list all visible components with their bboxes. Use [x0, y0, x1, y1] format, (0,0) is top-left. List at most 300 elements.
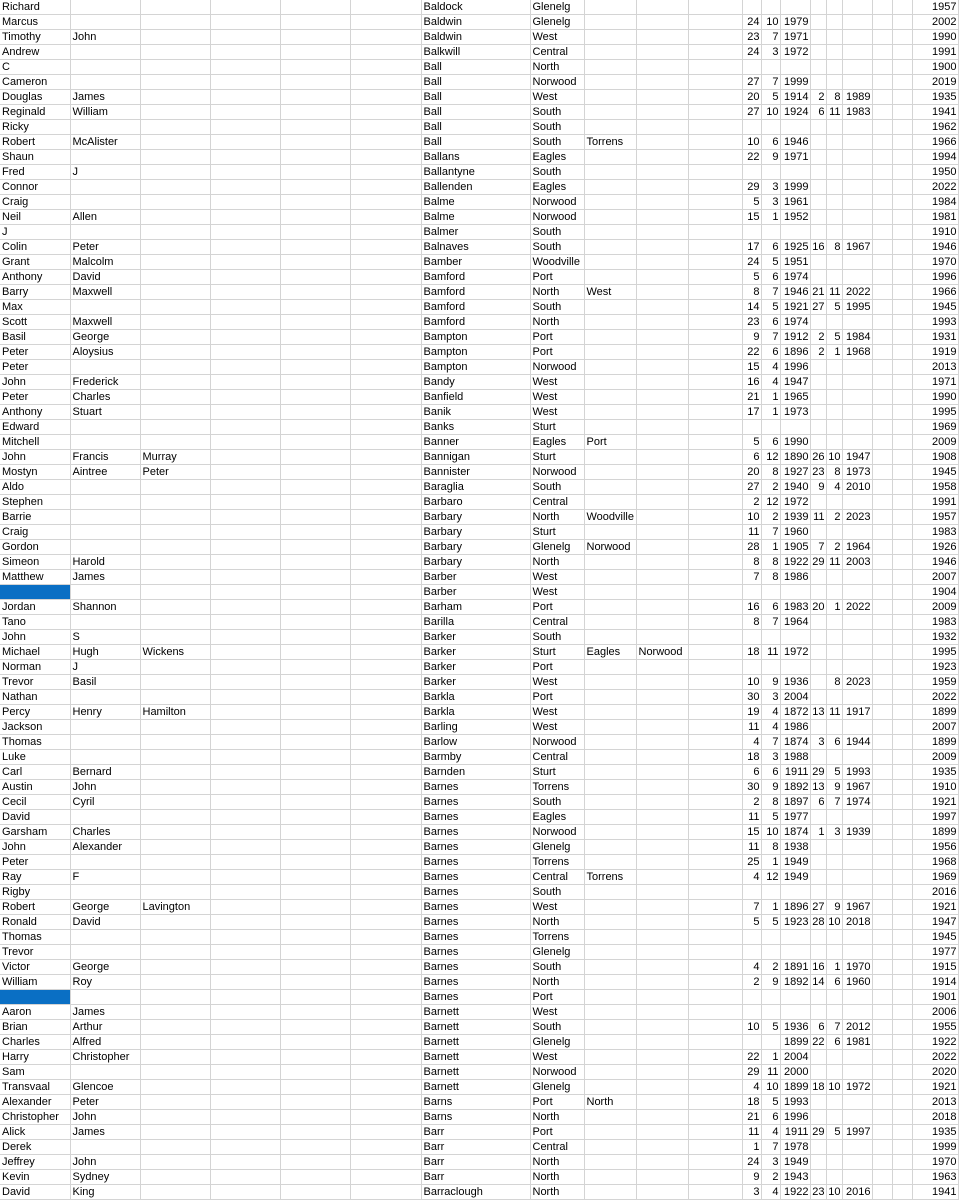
- cell-col-f[interactable]: [350, 960, 421, 975]
- cell-debut-year[interactable]: 2016: [912, 885, 958, 900]
- cell-club-3[interactable]: [636, 780, 688, 795]
- cell-club-3[interactable]: [636, 210, 688, 225]
- cell-death-day[interactable]: [810, 1170, 826, 1185]
- cell-club[interactable]: North: [530, 285, 584, 300]
- cell-third-name[interactable]: [140, 315, 210, 330]
- cell-birth-month[interactable]: 3: [761, 690, 780, 705]
- cell-club-2[interactable]: [584, 765, 636, 780]
- cell-debut-year[interactable]: 1935: [912, 1125, 958, 1140]
- cell-col-f[interactable]: [350, 45, 421, 60]
- cell-club[interactable]: West: [530, 720, 584, 735]
- cell-birth-year[interactable]: 1905: [780, 540, 810, 555]
- cell-col-e[interactable]: [280, 450, 350, 465]
- cell-col-s[interactable]: [892, 930, 912, 945]
- cell-first-name[interactable]: [0, 585, 70, 600]
- cell-second-name[interactable]: S: [70, 630, 140, 645]
- cell-col-k[interactable]: [688, 135, 742, 150]
- cell-col-f[interactable]: [350, 315, 421, 330]
- cell-col-r[interactable]: [872, 120, 892, 135]
- cell-club-3[interactable]: [636, 195, 688, 210]
- cell-surname[interactable]: Barns: [421, 1110, 530, 1125]
- cell-col-d[interactable]: [210, 270, 280, 285]
- cell-surname[interactable]: Barnes: [421, 960, 530, 975]
- cell-birth-year[interactable]: 1951: [780, 255, 810, 270]
- cell-death-day[interactable]: [810, 210, 826, 225]
- cell-first-name[interactable]: J: [0, 225, 70, 240]
- cell-col-r[interactable]: [872, 900, 892, 915]
- cell-birth-day[interactable]: 29: [742, 1065, 761, 1080]
- cell-second-name[interactable]: [70, 810, 140, 825]
- cell-birth-year[interactable]: 1939: [780, 510, 810, 525]
- cell-birth-year[interactable]: 1891: [780, 960, 810, 975]
- cell-col-f[interactable]: [350, 765, 421, 780]
- cell-club[interactable]: Glenelg: [530, 540, 584, 555]
- cell-club[interactable]: Eagles: [530, 150, 584, 165]
- cell-third-name[interactable]: [140, 525, 210, 540]
- cell-col-k[interactable]: [688, 1035, 742, 1050]
- cell-club-2[interactable]: [584, 780, 636, 795]
- cell-col-r[interactable]: [872, 1170, 892, 1185]
- cell-col-e[interactable]: [280, 90, 350, 105]
- cell-surname[interactable]: Baldwin: [421, 30, 530, 45]
- cell-surname[interactable]: Barr: [421, 1155, 530, 1170]
- cell-col-s[interactable]: [892, 600, 912, 615]
- cell-col-d[interactable]: [210, 1095, 280, 1110]
- cell-second-name[interactable]: [70, 585, 140, 600]
- cell-birth-month[interactable]: 4: [761, 720, 780, 735]
- cell-col-s[interactable]: [892, 375, 912, 390]
- cell-club-3[interactable]: [636, 990, 688, 1005]
- cell-debut-year[interactable]: 1963: [912, 1170, 958, 1185]
- cell-col-e[interactable]: [280, 30, 350, 45]
- cell-birth-year[interactable]: 1974: [780, 270, 810, 285]
- cell-death-year[interactable]: [842, 180, 872, 195]
- cell-col-e[interactable]: [280, 420, 350, 435]
- cell-col-d[interactable]: [210, 495, 280, 510]
- cell-club-3[interactable]: [636, 510, 688, 525]
- cell-col-k[interactable]: [688, 510, 742, 525]
- cell-death-month[interactable]: [826, 720, 842, 735]
- cell-death-month[interactable]: [826, 150, 842, 165]
- cell-second-name[interactable]: [70, 1140, 140, 1155]
- cell-club[interactable]: South: [530, 480, 584, 495]
- cell-birth-day[interactable]: 14: [742, 300, 761, 315]
- cell-col-f[interactable]: [350, 555, 421, 570]
- cell-club-2[interactable]: [584, 705, 636, 720]
- cell-club-2[interactable]: [584, 90, 636, 105]
- cell-third-name[interactable]: [140, 720, 210, 735]
- cell-col-r[interactable]: [872, 810, 892, 825]
- cell-col-r[interactable]: [872, 510, 892, 525]
- cell-club[interactable]: Norwood: [530, 360, 584, 375]
- cell-col-r[interactable]: [872, 765, 892, 780]
- cell-surname[interactable]: Barnes: [421, 810, 530, 825]
- cell-club-2[interactable]: [584, 855, 636, 870]
- cell-second-name[interactable]: [70, 510, 140, 525]
- cell-second-name[interactable]: [70, 150, 140, 165]
- cell-third-name[interactable]: [140, 0, 210, 15]
- cell-col-f[interactable]: [350, 195, 421, 210]
- cell-third-name[interactable]: [140, 435, 210, 450]
- cell-birth-year[interactable]: 1940: [780, 480, 810, 495]
- cell-club-2[interactable]: Torrens: [584, 135, 636, 150]
- cell-club-2[interactable]: [584, 570, 636, 585]
- cell-death-month[interactable]: 8: [826, 90, 842, 105]
- cell-second-name[interactable]: [70, 990, 140, 1005]
- cell-col-s[interactable]: [892, 195, 912, 210]
- cell-col-r[interactable]: [872, 255, 892, 270]
- cell-club-3[interactable]: [636, 750, 688, 765]
- cell-col-r[interactable]: [872, 990, 892, 1005]
- cell-third-name[interactable]: [140, 1170, 210, 1185]
- cell-debut-year[interactable]: 1991: [912, 45, 958, 60]
- cell-club[interactable]: Glenelg: [530, 0, 584, 15]
- cell-surname[interactable]: Barber: [421, 570, 530, 585]
- cell-club[interactable]: West: [530, 585, 584, 600]
- cell-birth-year[interactable]: 1897: [780, 795, 810, 810]
- cell-col-f[interactable]: [350, 210, 421, 225]
- cell-third-name[interactable]: Hamilton: [140, 705, 210, 720]
- cell-club-2[interactable]: [584, 450, 636, 465]
- cell-col-d[interactable]: [210, 255, 280, 270]
- cell-club[interactable]: West: [530, 705, 584, 720]
- cell-birth-month[interactable]: 8: [761, 570, 780, 585]
- cell-col-f[interactable]: [350, 75, 421, 90]
- cell-birth-year[interactable]: 1922: [780, 1185, 810, 1200]
- cell-second-name[interactable]: [70, 60, 140, 75]
- cell-col-s[interactable]: [892, 345, 912, 360]
- cell-death-day[interactable]: [810, 720, 826, 735]
- cell-death-day[interactable]: [810, 885, 826, 900]
- cell-surname[interactable]: Barraclough: [421, 1185, 530, 1200]
- cell-club[interactable]: Central: [530, 45, 584, 60]
- cell-birth-year[interactable]: 1892: [780, 975, 810, 990]
- cell-debut-year[interactable]: 1926: [912, 540, 958, 555]
- cell-second-name[interactable]: Frederick: [70, 375, 140, 390]
- cell-birth-month[interactable]: [761, 885, 780, 900]
- cell-col-d[interactable]: [210, 765, 280, 780]
- cell-birth-year[interactable]: 1896: [780, 900, 810, 915]
- cell-debut-year[interactable]: 2019: [912, 75, 958, 90]
- cell-death-month[interactable]: 9: [826, 780, 842, 795]
- cell-col-s[interactable]: [892, 420, 912, 435]
- cell-col-s[interactable]: [892, 90, 912, 105]
- cell-col-f[interactable]: [350, 1020, 421, 1035]
- cell-col-e[interactable]: [280, 0, 350, 15]
- cell-col-e[interactable]: [280, 585, 350, 600]
- cell-col-s[interactable]: [892, 1065, 912, 1080]
- cell-col-f[interactable]: [350, 915, 421, 930]
- cell-col-s[interactable]: [892, 135, 912, 150]
- cell-col-s[interactable]: [892, 300, 912, 315]
- cell-col-f[interactable]: [350, 255, 421, 270]
- cell-death-day[interactable]: 7: [810, 540, 826, 555]
- cell-col-s[interactable]: [892, 495, 912, 510]
- cell-death-year[interactable]: 2016: [842, 1185, 872, 1200]
- cell-birth-month[interactable]: 5: [761, 915, 780, 930]
- cell-third-name[interactable]: [140, 15, 210, 30]
- cell-third-name[interactable]: [140, 210, 210, 225]
- cell-club-2[interactable]: [584, 1080, 636, 1095]
- cell-club-3[interactable]: [636, 45, 688, 60]
- cell-col-s[interactable]: [892, 15, 912, 30]
- cell-surname[interactable]: Barber: [421, 585, 530, 600]
- cell-club-3[interactable]: [636, 150, 688, 165]
- cell-birth-month[interactable]: 5: [761, 1095, 780, 1110]
- cell-death-month[interactable]: [826, 0, 842, 15]
- cell-surname[interactable]: Barham: [421, 600, 530, 615]
- cell-col-f[interactable]: [350, 630, 421, 645]
- cell-death-day[interactable]: 23: [810, 1185, 826, 1200]
- cell-surname[interactable]: Barnes: [421, 915, 530, 930]
- cell-col-d[interactable]: [210, 510, 280, 525]
- cell-club-3[interactable]: [636, 360, 688, 375]
- cell-first-name[interactable]: David: [0, 1185, 70, 1200]
- cell-club-2[interactable]: [584, 1110, 636, 1125]
- cell-col-f[interactable]: [350, 720, 421, 735]
- cell-birth-day[interactable]: 23: [742, 30, 761, 45]
- cell-birth-year[interactable]: [780, 630, 810, 645]
- cell-first-name[interactable]: Neil: [0, 210, 70, 225]
- cell-debut-year[interactable]: 2020: [912, 1065, 958, 1080]
- cell-col-r[interactable]: [872, 480, 892, 495]
- cell-birth-day[interactable]: 30: [742, 690, 761, 705]
- cell-debut-year[interactable]: 1915: [912, 960, 958, 975]
- cell-birth-month[interactable]: 6: [761, 435, 780, 450]
- cell-col-k[interactable]: [688, 330, 742, 345]
- cell-surname[interactable]: Barbary: [421, 555, 530, 570]
- cell-col-f[interactable]: [350, 0, 421, 15]
- cell-death-day[interactable]: [810, 840, 826, 855]
- cell-col-f[interactable]: [350, 480, 421, 495]
- cell-first-name[interactable]: Marcus: [0, 15, 70, 30]
- cell-second-name[interactable]: Stuart: [70, 405, 140, 420]
- cell-debut-year[interactable]: 1957: [912, 0, 958, 15]
- cell-club-2[interactable]: Eagles: [584, 645, 636, 660]
- cell-death-month[interactable]: [826, 60, 842, 75]
- cell-third-name[interactable]: [140, 135, 210, 150]
- cell-col-k[interactable]: [688, 780, 742, 795]
- cell-death-day[interactable]: [810, 750, 826, 765]
- cell-surname[interactable]: Balme: [421, 195, 530, 210]
- cell-death-month[interactable]: 6: [826, 735, 842, 750]
- cell-col-k[interactable]: [688, 840, 742, 855]
- cell-club[interactable]: Norwood: [530, 1065, 584, 1080]
- cell-death-day[interactable]: [810, 630, 826, 645]
- cell-debut-year[interactable]: 2009: [912, 750, 958, 765]
- cell-death-year[interactable]: [842, 1140, 872, 1155]
- cell-col-e[interactable]: [280, 720, 350, 735]
- cell-club-3[interactable]: [636, 90, 688, 105]
- cell-third-name[interactable]: [140, 810, 210, 825]
- cell-col-r[interactable]: [872, 165, 892, 180]
- cell-surname[interactable]: Balnaves: [421, 240, 530, 255]
- cell-surname[interactable]: Barnett: [421, 1035, 530, 1050]
- cell-club[interactable]: Eagles: [530, 810, 584, 825]
- cell-birth-day[interactable]: [742, 1005, 761, 1020]
- cell-club[interactable]: South: [530, 240, 584, 255]
- cell-third-name[interactable]: [140, 495, 210, 510]
- cell-first-name[interactable]: Grant: [0, 255, 70, 270]
- cell-death-day[interactable]: [810, 45, 826, 60]
- cell-birth-month[interactable]: 3: [761, 195, 780, 210]
- cell-club[interactable]: North: [530, 1155, 584, 1170]
- cell-col-k[interactable]: [688, 885, 742, 900]
- cell-birth-month[interactable]: 9: [761, 975, 780, 990]
- cell-first-name[interactable]: Barry: [0, 285, 70, 300]
- cell-birth-year[interactable]: 1988: [780, 750, 810, 765]
- cell-col-k[interactable]: [688, 75, 742, 90]
- cell-second-name[interactable]: William: [70, 105, 140, 120]
- cell-col-s[interactable]: [892, 885, 912, 900]
- cell-col-f[interactable]: [350, 510, 421, 525]
- cell-first-name[interactable]: Transvaal: [0, 1080, 70, 1095]
- cell-second-name[interactable]: Cyril: [70, 795, 140, 810]
- cell-death-year[interactable]: [842, 750, 872, 765]
- cell-third-name[interactable]: [140, 780, 210, 795]
- cell-col-f[interactable]: [350, 540, 421, 555]
- cell-col-r[interactable]: [872, 405, 892, 420]
- cell-death-month[interactable]: [826, 375, 842, 390]
- cell-death-month[interactable]: [826, 1110, 842, 1125]
- cell-col-d[interactable]: [210, 975, 280, 990]
- cell-death-year[interactable]: 2022: [842, 285, 872, 300]
- cell-birth-month[interactable]: 6: [761, 1110, 780, 1125]
- cell-birth-year[interactable]: [780, 60, 810, 75]
- cell-first-name[interactable]: Peter: [0, 345, 70, 360]
- cell-second-name[interactable]: Glencoe: [70, 1080, 140, 1095]
- cell-col-k[interactable]: [688, 600, 742, 615]
- cell-death-year[interactable]: 2023: [842, 510, 872, 525]
- cell-col-d[interactable]: [210, 585, 280, 600]
- cell-birth-month[interactable]: 8: [761, 465, 780, 480]
- cell-death-day[interactable]: [810, 180, 826, 195]
- cell-club-3[interactable]: [636, 165, 688, 180]
- cell-col-f[interactable]: [350, 135, 421, 150]
- cell-col-r[interactable]: [872, 825, 892, 840]
- cell-col-f[interactable]: [350, 1065, 421, 1080]
- cell-death-day[interactable]: 29: [810, 555, 826, 570]
- cell-col-f[interactable]: [350, 615, 421, 630]
- cell-col-f[interactable]: [350, 420, 421, 435]
- cell-death-year[interactable]: 1939: [842, 825, 872, 840]
- cell-col-e[interactable]: [280, 1035, 350, 1050]
- cell-club[interactable]: Glenelg: [530, 1035, 584, 1050]
- cell-col-d[interactable]: [210, 840, 280, 855]
- cell-col-d[interactable]: [210, 690, 280, 705]
- cell-club-2[interactable]: [584, 795, 636, 810]
- cell-club[interactable]: South: [530, 135, 584, 150]
- cell-death-year[interactable]: [842, 60, 872, 75]
- cell-third-name[interactable]: [140, 420, 210, 435]
- cell-col-d[interactable]: [210, 540, 280, 555]
- cell-col-e[interactable]: [280, 540, 350, 555]
- cell-club-2[interactable]: [584, 120, 636, 135]
- cell-third-name[interactable]: [140, 1080, 210, 1095]
- cell-birth-month[interactable]: 9: [761, 150, 780, 165]
- cell-col-r[interactable]: [872, 570, 892, 585]
- cell-birth-year[interactable]: 1960: [780, 525, 810, 540]
- cell-third-name[interactable]: [140, 60, 210, 75]
- cell-second-name[interactable]: James: [70, 1005, 140, 1020]
- cell-col-d[interactable]: [210, 990, 280, 1005]
- cell-death-day[interactable]: 29: [810, 765, 826, 780]
- cell-first-name[interactable]: Edward: [0, 420, 70, 435]
- cell-first-name[interactable]: Luke: [0, 750, 70, 765]
- cell-col-k[interactable]: [688, 345, 742, 360]
- cell-col-f[interactable]: [350, 120, 421, 135]
- cell-birth-year[interactable]: 1961: [780, 195, 810, 210]
- cell-col-s[interactable]: [892, 570, 912, 585]
- cell-surname[interactable]: Banks: [421, 420, 530, 435]
- cell-col-d[interactable]: [210, 120, 280, 135]
- cell-surname[interactable]: Bamford: [421, 285, 530, 300]
- cell-col-f[interactable]: [350, 930, 421, 945]
- cell-col-d[interactable]: [210, 630, 280, 645]
- cell-col-k[interactable]: [688, 240, 742, 255]
- cell-col-k[interactable]: [688, 270, 742, 285]
- cell-birth-month[interactable]: 2: [761, 480, 780, 495]
- cell-debut-year[interactable]: 1914: [912, 975, 958, 990]
- cell-col-k[interactable]: [688, 1140, 742, 1155]
- cell-col-f[interactable]: [350, 180, 421, 195]
- cell-debut-year[interactable]: 1945: [912, 465, 958, 480]
- cell-club[interactable]: South: [530, 885, 584, 900]
- cell-death-year[interactable]: [842, 1155, 872, 1170]
- cell-death-day[interactable]: 18: [810, 1080, 826, 1095]
- cell-birth-month[interactable]: 6: [761, 240, 780, 255]
- cell-second-name[interactable]: [70, 75, 140, 90]
- cell-death-day[interactable]: [810, 690, 826, 705]
- cell-birth-year[interactable]: 1947: [780, 375, 810, 390]
- cell-club-2[interactable]: Norwood: [584, 540, 636, 555]
- cell-surname[interactable]: Balmer: [421, 225, 530, 240]
- cell-col-f[interactable]: [350, 840, 421, 855]
- cell-second-name[interactable]: Shannon: [70, 600, 140, 615]
- cell-col-d[interactable]: [210, 30, 280, 45]
- cell-surname[interactable]: Balme: [421, 210, 530, 225]
- cell-club-3[interactable]: [636, 570, 688, 585]
- cell-club-2[interactable]: [584, 0, 636, 15]
- cell-death-year[interactable]: 1984: [842, 330, 872, 345]
- cell-third-name[interactable]: [140, 30, 210, 45]
- cell-club[interactable]: North: [530, 60, 584, 75]
- cell-col-s[interactable]: [892, 255, 912, 270]
- cell-birth-year[interactable]: 1965: [780, 390, 810, 405]
- cell-debut-year[interactable]: 1941: [912, 105, 958, 120]
- cell-club-3[interactable]: [636, 960, 688, 975]
- cell-second-name[interactable]: John: [70, 30, 140, 45]
- cell-death-day[interactable]: 13: [810, 705, 826, 720]
- cell-col-f[interactable]: [350, 225, 421, 240]
- cell-col-e[interactable]: [280, 840, 350, 855]
- cell-col-d[interactable]: [210, 285, 280, 300]
- cell-birth-day[interactable]: 6: [742, 765, 761, 780]
- cell-death-day[interactable]: [810, 225, 826, 240]
- cell-third-name[interactable]: [140, 45, 210, 60]
- cell-third-name[interactable]: [140, 615, 210, 630]
- cell-col-s[interactable]: [892, 870, 912, 885]
- cell-col-r[interactable]: [872, 600, 892, 615]
- cell-surname[interactable]: Barnes: [421, 930, 530, 945]
- cell-club-2[interactable]: [584, 945, 636, 960]
- cell-debut-year[interactable]: 1935: [912, 90, 958, 105]
- cell-col-s[interactable]: [892, 360, 912, 375]
- cell-birth-day[interactable]: 28: [742, 540, 761, 555]
- cell-debut-year[interactable]: 1997: [912, 810, 958, 825]
- cell-birth-day[interactable]: [742, 585, 761, 600]
- cell-death-day[interactable]: [810, 255, 826, 270]
